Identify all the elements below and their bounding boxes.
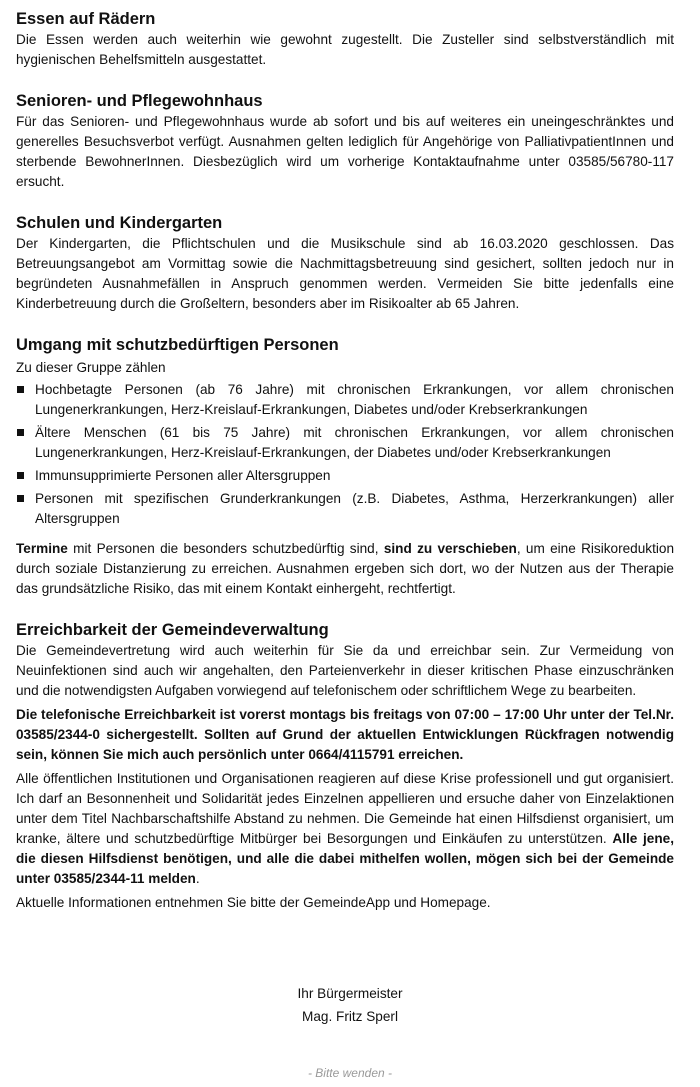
signature-block (0, 982, 700, 1028)
section-intro-umgang: Zu dieser Gruppe zählen (16, 360, 166, 375)
erreichbarkeit-paragraph-4: Aktuelle Informationen entnehmen Sie bitte der GemeindeApp und Homepage. (16, 895, 491, 910)
list-item (16, 423, 674, 463)
hilfsdienst-end: . (195, 871, 200, 886)
section-erreichbarkeit (16, 619, 674, 913)
section-title-schulen: Schulen und Kindergarten (16, 214, 223, 232)
list-item-text: Ältere Menschen (61 bis 75 Jahre) mit chronischen Erkrankungen, vor allem chronischen Lungenerkrankungen, Herz-Kreislauf-Erkrankungen, der Diabetes und/oder Krebserkrankungen (35, 425, 674, 460)
termine-mid: mit Personen die besonders schutzbedürftig sind, (67, 541, 384, 556)
list-item-text: Immunsupprimierte Personen aller Altersgruppen (35, 468, 331, 483)
erreichbarkeit-paragraph-1: Die Gemeindevertretung wird auch weiterhin für Sie da und erreichbar sein. Zur Vermeidung von Neuinfektionen sind auch wir angehalten, den Parteienverkehr in dieser kritischen Phase einzuschränken und die notwendigsten Aufgaben vorwiegend auf telefonischem oder schriftlichem Wege zu bearbeiten. (16, 643, 674, 698)
termine-bold: Termine (16, 541, 68, 556)
termine-paragraph (16, 539, 674, 599)
erreichbarkeit-paragraph-3 (16, 769, 674, 889)
phone-availability-bold: Die telefonische Erreichbarkeit ist vorerst montags bis freitags von 07:00 – 17:00 Uhr unter der Tel.Nr. 03585/2344-0 sichergestellt. Sollten auf Grund der aktuellen Entwicklungen Rückfragen notwendig sein, können Sie mich auch persönlich unter 0664/4115791 erreichen. (16, 707, 674, 762)
list-item-text: Personen mit spezifischen Grunderkrankungen (z.B. Diabetes, Asthma, Herzerkrankungen) aller Altersgruppen (35, 491, 674, 526)
erreichbarkeit-paragraph-2 (16, 705, 674, 765)
page-footer: - Bitte wenden - (307, 1066, 393, 1080)
section-title-essen: Essen auf Rädern (16, 10, 156, 28)
section-text-senioren: Für das Senioren- und Pflegewohnhaus wurde ab sofort und bis auf weiteres ein uneingeschränktes und generelles Besuchsverbot verfügt. Ausnahmen gelten lediglich für Angehörige von PalliativpatientInnen und sterbende BewohnerInnen. Diesbezüglich wird um vorherige Kontaktaufnahme unter 03585/56780-117 ersucht. (16, 114, 674, 189)
risk-group-list (16, 380, 674, 529)
section-text-essen: Die Essen werden auch weiterhin wie gewohnt zugestellt. Die Zusteller sind selbstverständlich mit hygienischen Behelfsmitteln ausgestattet. (16, 32, 674, 67)
termine-bold-2: sind zu verschieben (383, 541, 517, 556)
square-bullet-icon (17, 495, 24, 502)
section-senioren (16, 90, 674, 192)
section-schulen (16, 212, 674, 314)
list-item (16, 489, 674, 529)
hilfsdienst-bold: Alle jene, die diesen Hilfsdienst benötigen, und alle die dabei mithelfen wollen, mögen sich bei der Gemeinde unter 03585/2344-11 melden (16, 831, 674, 886)
section-title-umgang: Umgang mit schutzbedürftigen Personen (16, 336, 339, 354)
square-bullet-icon (17, 472, 24, 479)
list-item-text: Hochbetagte Personen (ab 76 Jahre) mit chronischen Erkrankungen, vor allem chronischen Lungenerkrankungen, Herz-Kreislauf-Erkrankungen, Diabetes und/oder Krebserkrankungen (35, 382, 674, 417)
section-text-schulen: Der Kindergarten, die Pflichtschulen und die Musikschule sind ab 16.03.2020 geschlossen. Das Betreuungsangebot am Vormittag sowie die Nachmittagsbetreuung sind gesichert, sollten jedoch nur in begründeten Ausnahmefällen in Anspruch genommen werden. Vermeiden Sie bitte jedenfalls eine Kinderbetreuung durch die Großeltern, besonders aber im Risikoalter ab 65 Jahren. (16, 236, 674, 311)
document-page (16, 6, 674, 933)
termine-end: , um eine Risikoreduktion durch soziale Distanzierung zu erreichen. Ausnahmen ergeben sich dort, wo der Nutzen aus der Therapie das grundsätzliche Risiko, das mit einem Kontakt einhergeht, rechtfertigt. (16, 541, 675, 596)
section-title-erreichbarkeit: Erreichbarkeit der Gemeindeverwaltung (16, 621, 329, 639)
square-bullet-icon (17, 429, 24, 436)
hilfsdienst-text: Alle öffentlichen Institutionen und Organisationen reagieren auf diese Krise professionell und gut organisiert. Ich darf an Besonnenheit und Solidarität jedes Einzelnen appellieren und ersuche daher von Einzelaktionen unter dem Titel Nachbarschaftshilfe Abstand zu nehmen. Die Gemeinde hat einen Hilfsdienst organisiert, um kranke, ältere und schutzbedürftige Mitbürger bei Besorgungen und Einkäufen zu unterstützen. (16, 771, 674, 846)
signature-title: Ihr Bürgermeister (297, 986, 403, 1001)
section-essen (16, 8, 674, 70)
square-bullet-icon (17, 386, 24, 393)
signature-name: Mag. Fritz Sperl (302, 1009, 398, 1024)
list-item (16, 466, 674, 486)
section-title-senioren: Senioren- und Pflegewohnhaus (16, 92, 263, 110)
list-item (16, 380, 674, 420)
section-umgang (16, 334, 674, 599)
